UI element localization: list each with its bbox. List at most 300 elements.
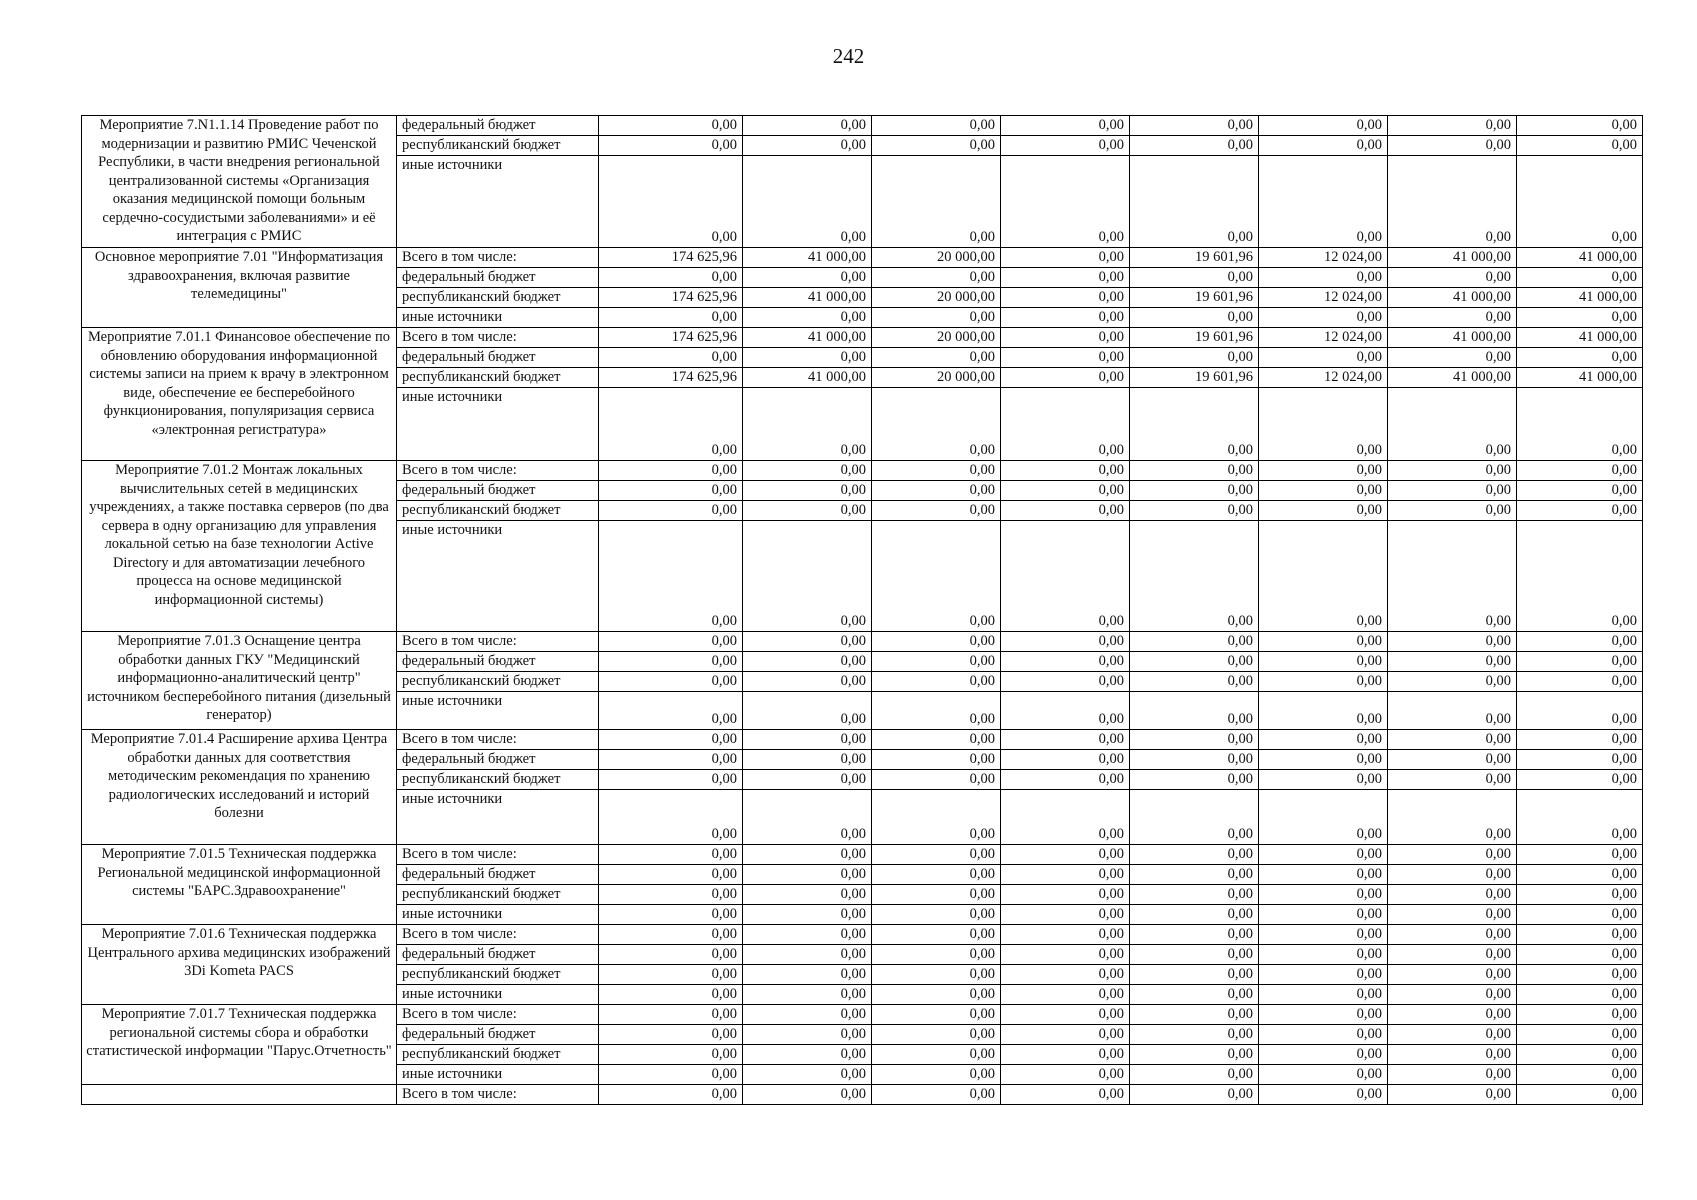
funding-source: республиканский бюджет: [397, 288, 599, 308]
amount-cell: 0,00: [1130, 945, 1259, 965]
amount-cell: 0,00: [1388, 925, 1517, 945]
amount-cell: 0,00: [1001, 136, 1130, 156]
amount-cell: 0,00: [1259, 885, 1388, 905]
amount-cell: 0,00: [1001, 770, 1130, 790]
amount-cell: 0,00: [872, 985, 1001, 1005]
amount-cell: 0,00: [743, 672, 872, 692]
amount-cell: 0,00: [872, 388, 1001, 461]
amount-cell: 0,00: [743, 965, 872, 985]
amount-cell: 0,00: [743, 156, 872, 248]
table-row: [82, 632, 1643, 652]
funding-source: иные источники: [397, 521, 599, 632]
amount-cell: 0,00: [872, 116, 1001, 136]
amount-cell: 0,00: [1130, 461, 1259, 481]
amount-cell: 0,00: [1001, 632, 1130, 652]
amount-cell: 0,00: [1388, 692, 1517, 730]
table-row: [82, 116, 1643, 136]
amount-cell: 0,00: [599, 730, 743, 750]
amount-cell: 0,00: [1259, 672, 1388, 692]
amount-cell: 174 625,96: [599, 248, 743, 268]
amount-cell: 0,00: [599, 348, 743, 368]
amount-cell: 0,00: [1130, 750, 1259, 770]
amount-cell: 0,00: [872, 945, 1001, 965]
amount-cell: 0,00: [599, 770, 743, 790]
amount-cell: 0,00: [872, 268, 1001, 288]
amount-cell: 0,00: [1001, 1025, 1130, 1045]
amount-cell: 41 000,00: [743, 368, 872, 388]
amount-cell: 0,00: [1130, 965, 1259, 985]
measure-title: Мероприятие 7.N1.1.14 Проведение работ по модернизации и развитию РМИС Чеченской Республики, в части внедрения региональной централизованной системы «Организация оказания медицинской помощи больным сердечно-сосудистыми заболеваниями» и её интеграция с РМИС: [82, 116, 397, 248]
amount-cell: 0,00: [743, 845, 872, 865]
amount-cell: 0,00: [1388, 388, 1517, 461]
amount-cell: 0,00: [1517, 156, 1643, 248]
amount-cell: 0,00: [1517, 136, 1643, 156]
amount-cell: 0,00: [1001, 1085, 1130, 1105]
amount-cell: 0,00: [1388, 845, 1517, 865]
amount-cell: 0,00: [1517, 348, 1643, 368]
amount-cell: 0,00: [743, 885, 872, 905]
amount-cell: 0,00: [1517, 790, 1643, 845]
amount-cell: 0,00: [1001, 521, 1130, 632]
amount-cell: 41 000,00: [1517, 288, 1643, 308]
amount-cell: 0,00: [743, 1045, 872, 1065]
amount-cell: 0,00: [1517, 308, 1643, 328]
amount-cell: 0,00: [743, 268, 872, 288]
amount-cell: 0,00: [743, 481, 872, 501]
amount-cell: 0,00: [599, 308, 743, 328]
amount-cell: 0,00: [599, 461, 743, 481]
amount-cell: 0,00: [599, 481, 743, 501]
measure-title: Мероприятие 7.01.3 Оснащение центра обработки данных ГКУ "Медицинский информационно-аналитический центр" источником бесперебойного питания (дизельный генератор): [82, 632, 397, 730]
amount-cell: 0,00: [1517, 388, 1643, 461]
amount-cell: 0,00: [1517, 885, 1643, 905]
amount-cell: 0,00: [1130, 156, 1259, 248]
amount-cell: 0,00: [599, 1025, 743, 1045]
amount-cell: 0,00: [743, 1065, 872, 1085]
amount-cell: 0,00: [1001, 481, 1130, 501]
amount-cell: 0,00: [1388, 750, 1517, 770]
amount-cell: 0,00: [1517, 501, 1643, 521]
amount-cell: 0,00: [1517, 1085, 1643, 1105]
amount-cell: 41 000,00: [1517, 368, 1643, 388]
amount-cell: 0,00: [872, 730, 1001, 750]
amount-cell: 0,00: [599, 521, 743, 632]
amount-cell: 0,00: [1001, 501, 1130, 521]
funding-source: иные источники: [397, 985, 599, 1005]
amount-cell: 0,00: [872, 750, 1001, 770]
amount-cell: 0,00: [1388, 1025, 1517, 1045]
amount-cell: 0,00: [1259, 770, 1388, 790]
funding-source: иные источники: [397, 388, 599, 461]
amount-cell: 0,00: [599, 672, 743, 692]
amount-cell: 0,00: [1259, 790, 1388, 845]
amount-cell: 0,00: [1001, 750, 1130, 770]
amount-cell: 0,00: [1001, 865, 1130, 885]
amount-cell: 0,00: [743, 905, 872, 925]
amount-cell: 0,00: [1130, 845, 1259, 865]
amount-cell: 0,00: [872, 845, 1001, 865]
amount-cell: 0,00: [1388, 945, 1517, 965]
amount-cell: 19 601,96: [1130, 328, 1259, 348]
funding-source: федеральный бюджет: [397, 116, 599, 136]
amount-cell: 0,00: [1001, 905, 1130, 925]
amount-cell: 0,00: [1517, 461, 1643, 481]
amount-cell: 0,00: [872, 790, 1001, 845]
funding-source: иные источники: [397, 156, 599, 248]
amount-cell: 0,00: [1388, 1085, 1517, 1105]
amount-cell: 0,00: [743, 790, 872, 845]
amount-cell: 0,00: [743, 925, 872, 945]
amount-cell: 0,00: [1130, 1025, 1259, 1045]
amount-cell: 0,00: [1130, 348, 1259, 368]
amount-cell: 0,00: [1388, 965, 1517, 985]
table-row: [82, 248, 1643, 268]
funding-source: республиканский бюджет: [397, 770, 599, 790]
amount-cell: 0,00: [1001, 116, 1130, 136]
funding-source: иные источники: [397, 1065, 599, 1085]
amount-cell: 174 625,96: [599, 288, 743, 308]
funding-source: Всего в том числе:: [397, 1005, 599, 1025]
amount-cell: 0,00: [872, 1025, 1001, 1045]
table-row: [82, 925, 1643, 945]
measure-title: Мероприятие 7.01.5 Техническая поддержка Региональной медицинской информационной системы "БАРС.Здравоохранение": [82, 845, 397, 925]
amount-cell: 0,00: [743, 136, 872, 156]
amount-cell: 0,00: [1130, 308, 1259, 328]
amount-cell: 0,00: [1130, 136, 1259, 156]
funding-source: федеральный бюджет: [397, 481, 599, 501]
table-row: [82, 328, 1643, 348]
amount-cell: 41 000,00: [1388, 368, 1517, 388]
amount-cell: 0,00: [1517, 865, 1643, 885]
amount-cell: 0,00: [1388, 632, 1517, 652]
funding-source: иные источники: [397, 308, 599, 328]
amount-cell: 0,00: [743, 652, 872, 672]
amount-cell: 0,00: [599, 1005, 743, 1025]
amount-cell: 19 601,96: [1130, 368, 1259, 388]
amount-cell: 0,00: [1517, 652, 1643, 672]
amount-cell: 0,00: [1259, 652, 1388, 672]
amount-cell: 0,00: [1001, 248, 1130, 268]
amount-cell: 0,00: [743, 985, 872, 1005]
amount-cell: 0,00: [872, 1045, 1001, 1065]
funding-source: Всего в том числе:: [397, 632, 599, 652]
funding-source: Всего в том числе:: [397, 328, 599, 348]
amount-cell: 0,00: [1388, 308, 1517, 328]
amount-cell: 0,00: [872, 905, 1001, 925]
amount-cell: 0,00: [1388, 348, 1517, 368]
table-row: [82, 845, 1643, 865]
amount-cell: 0,00: [1001, 730, 1130, 750]
amount-cell: 41 000,00: [743, 288, 872, 308]
table-row: [82, 1005, 1643, 1025]
amount-cell: 0,00: [1259, 116, 1388, 136]
amount-cell: 0,00: [1388, 1065, 1517, 1085]
amount-cell: 0,00: [1517, 730, 1643, 750]
funding-source: иные источники: [397, 905, 599, 925]
amount-cell: 20 000,00: [872, 328, 1001, 348]
amount-cell: 0,00: [1517, 945, 1643, 965]
amount-cell: 0,00: [743, 1025, 872, 1045]
amount-cell: 0,00: [1517, 750, 1643, 770]
amount-cell: 20 000,00: [872, 288, 1001, 308]
amount-cell: 0,00: [599, 692, 743, 730]
amount-cell: 0,00: [872, 865, 1001, 885]
funding-source: Всего в том числе:: [397, 730, 599, 750]
funding-source: республиканский бюджет: [397, 965, 599, 985]
amount-cell: 0,00: [1388, 885, 1517, 905]
amount-cell: 0,00: [1001, 348, 1130, 368]
amount-cell: 0,00: [1517, 1025, 1643, 1045]
amount-cell: 0,00: [1130, 692, 1259, 730]
amount-cell: 20 000,00: [872, 368, 1001, 388]
measure-title: Мероприятие 7.01.7 Техническая поддержка региональной системы сбора и обработки статистической информации "Парус.Отчетность": [82, 1005, 397, 1085]
amount-cell: 0,00: [1259, 985, 1388, 1005]
measure-title: Мероприятие 7.01.2 Монтаж локальных вычислительных сетей в медицинских учреждениях, а также поставка серверов (по два сервера в одну организацию для управления локальной сетью на базе технологии Active Directory и для автоматизации лечебного процесса на основе медицинской информационной системы): [82, 461, 397, 632]
amount-cell: 0,00: [1388, 136, 1517, 156]
amount-cell: 0,00: [1259, 1065, 1388, 1085]
amount-cell: 0,00: [1517, 905, 1643, 925]
amount-cell: 0,00: [1259, 1005, 1388, 1025]
amount-cell: 0,00: [1517, 116, 1643, 136]
amount-cell: 0,00: [1388, 770, 1517, 790]
funding-source: федеральный бюджет: [397, 750, 599, 770]
amount-cell: 0,00: [1001, 985, 1130, 1005]
amount-cell: 0,00: [1517, 692, 1643, 730]
amount-cell: 0,00: [1001, 885, 1130, 905]
funding-source: республиканский бюджет: [397, 885, 599, 905]
funding-source: республиканский бюджет: [397, 672, 599, 692]
amount-cell: 0,00: [1388, 1045, 1517, 1065]
amount-cell: 0,00: [1130, 501, 1259, 521]
amount-cell: 0,00: [599, 965, 743, 985]
amount-cell: 0,00: [1130, 885, 1259, 905]
amount-cell: 0,00: [599, 925, 743, 945]
funding-source: федеральный бюджет: [397, 268, 599, 288]
amount-cell: 0,00: [1259, 461, 1388, 481]
amount-cell: 0,00: [872, 965, 1001, 985]
amount-cell: 0,00: [1517, 1005, 1643, 1025]
amount-cell: 0,00: [743, 461, 872, 481]
amount-cell: 0,00: [743, 348, 872, 368]
amount-cell: 0,00: [1388, 730, 1517, 750]
amount-cell: 0,00: [872, 156, 1001, 248]
amount-cell: 0,00: [599, 652, 743, 672]
amount-cell: 0,00: [743, 945, 872, 965]
amount-cell: 0,00: [1130, 985, 1259, 1005]
amount-cell: 0,00: [1130, 632, 1259, 652]
page-number: 242: [832, 44, 865, 68]
funding-source: Всего в том числе:: [397, 461, 599, 481]
amount-cell: 0,00: [743, 692, 872, 730]
funding-source: иные источники: [397, 790, 599, 845]
amount-cell: 0,00: [1001, 1045, 1130, 1065]
amount-cell: 0,00: [1001, 925, 1130, 945]
amount-cell: 0,00: [1001, 1005, 1130, 1025]
amount-cell: 0,00: [1388, 461, 1517, 481]
amount-cell: 0,00: [1259, 632, 1388, 652]
amount-cell: 0,00: [1001, 790, 1130, 845]
amount-cell: 0,00: [1388, 790, 1517, 845]
amount-cell: 0,00: [1130, 481, 1259, 501]
table-row: [82, 461, 1643, 481]
amount-cell: 0,00: [1130, 652, 1259, 672]
amount-cell: 0,00: [1259, 925, 1388, 945]
amount-cell: 0,00: [1517, 672, 1643, 692]
amount-cell: 174 625,96: [599, 368, 743, 388]
funding-source: республиканский бюджет: [397, 501, 599, 521]
amount-cell: 0,00: [1259, 521, 1388, 632]
amount-cell: 0,00: [743, 388, 872, 461]
amount-cell: 0,00: [1001, 945, 1130, 965]
amount-cell: 174 625,96: [599, 328, 743, 348]
funding-source: республиканский бюджет: [397, 1045, 599, 1065]
amount-cell: 0,00: [1259, 501, 1388, 521]
amount-cell: 19 601,96: [1130, 288, 1259, 308]
amount-cell: 0,00: [872, 1065, 1001, 1085]
amount-cell: 0,00: [1130, 1045, 1259, 1065]
amount-cell: 41 000,00: [1388, 328, 1517, 348]
amount-cell: 0,00: [1388, 652, 1517, 672]
amount-cell: 0,00: [1259, 965, 1388, 985]
amount-cell: 0,00: [599, 268, 743, 288]
amount-cell: 0,00: [599, 945, 743, 965]
amount-cell: 12 024,00: [1259, 368, 1388, 388]
amount-cell: 0,00: [599, 1045, 743, 1065]
amount-cell: 0,00: [1001, 308, 1130, 328]
funding-source: Всего в том числе:: [397, 845, 599, 865]
amount-cell: 0,00: [1517, 770, 1643, 790]
amount-cell: 0,00: [872, 692, 1001, 730]
funding-source: федеральный бюджет: [397, 348, 599, 368]
amount-cell: 0,00: [1259, 750, 1388, 770]
measure-title: Мероприятие 7.01.6 Техническая поддержка Центрального архива медицинских изображений 3Di Kometa PACS: [82, 925, 397, 1005]
amount-cell: 0,00: [743, 501, 872, 521]
amount-cell: 0,00: [1388, 865, 1517, 885]
amount-cell: 0,00: [872, 885, 1001, 905]
funding-source: федеральный бюджет: [397, 652, 599, 672]
amount-cell: 0,00: [872, 1085, 1001, 1105]
amount-cell: 0,00: [1259, 388, 1388, 461]
funding-source: республиканский бюджет: [397, 368, 599, 388]
amount-cell: 0,00: [1130, 770, 1259, 790]
amount-cell: 0,00: [1130, 790, 1259, 845]
amount-cell: 0,00: [872, 632, 1001, 652]
amount-cell: 0,00: [1388, 481, 1517, 501]
amount-cell: 0,00: [1259, 905, 1388, 925]
amount-cell: 0,00: [1259, 1045, 1388, 1065]
amount-cell: 0,00: [1259, 268, 1388, 288]
amount-cell: 0,00: [1388, 905, 1517, 925]
amount-cell: 0,00: [1517, 925, 1643, 945]
amount-cell: 0,00: [1388, 501, 1517, 521]
amount-cell: 0,00: [599, 985, 743, 1005]
amount-cell: 0,00: [599, 156, 743, 248]
amount-cell: 0,00: [1259, 692, 1388, 730]
amount-cell: 0,00: [1001, 845, 1130, 865]
amount-cell: 0,00: [1388, 116, 1517, 136]
amount-cell: 0,00: [1130, 388, 1259, 461]
amount-cell: 0,00: [872, 481, 1001, 501]
amount-cell: 0,00: [743, 750, 872, 770]
amount-cell: 0,00: [743, 770, 872, 790]
amount-cell: 0,00: [1130, 865, 1259, 885]
amount-cell: 0,00: [599, 905, 743, 925]
amount-cell: 41 000,00: [743, 248, 872, 268]
amount-cell: 0,00: [1130, 1085, 1259, 1105]
amount-cell: 0,00: [1001, 268, 1130, 288]
amount-cell: 0,00: [743, 521, 872, 632]
amount-cell: 0,00: [1517, 632, 1643, 652]
amount-cell: 0,00: [1517, 1045, 1643, 1065]
amount-cell: 0,00: [1259, 1085, 1388, 1105]
amount-cell: 0,00: [743, 116, 872, 136]
table-row: [82, 1085, 1643, 1105]
amount-cell: 0,00: [1130, 116, 1259, 136]
amount-cell: 0,00: [1130, 672, 1259, 692]
amount-cell: 0,00: [1130, 925, 1259, 945]
amount-cell: 0,00: [743, 308, 872, 328]
amount-cell: 0,00: [1259, 730, 1388, 750]
amount-cell: 0,00: [1388, 672, 1517, 692]
amount-cell: 0,00: [872, 521, 1001, 632]
amount-cell: 19 601,96: [1130, 248, 1259, 268]
amount-cell: 0,00: [1259, 1025, 1388, 1045]
amount-cell: 41 000,00: [1517, 328, 1643, 348]
amount-cell: 0,00: [599, 136, 743, 156]
amount-cell: 0,00: [1001, 156, 1130, 248]
funding-source: федеральный бюджет: [397, 945, 599, 965]
amount-cell: 0,00: [1130, 1005, 1259, 1025]
amount-cell: 0,00: [743, 730, 872, 750]
amount-cell: 0,00: [872, 461, 1001, 481]
amount-cell: 0,00: [599, 1085, 743, 1105]
amount-cell: 0,00: [1130, 268, 1259, 288]
amount-cell: 0,00: [872, 1005, 1001, 1025]
funding-source: иные источники: [397, 692, 599, 730]
amount-cell: 0,00: [1001, 368, 1130, 388]
amount-cell: 0,00: [872, 501, 1001, 521]
amount-cell: 0,00: [599, 116, 743, 136]
amount-cell: 0,00: [1259, 308, 1388, 328]
amount-cell: 0,00: [872, 925, 1001, 945]
amount-cell: 12 024,00: [1259, 248, 1388, 268]
amount-cell: 0,00: [872, 652, 1001, 672]
funding-source: Всего в том числе:: [397, 925, 599, 945]
amount-cell: 0,00: [1001, 388, 1130, 461]
amount-cell: 0,00: [1388, 985, 1517, 1005]
funding-source: Всего в том числе:: [397, 1085, 599, 1105]
budget-table: [81, 115, 1643, 1105]
amount-cell: 0,00: [743, 1005, 872, 1025]
amount-cell: 12 024,00: [1259, 328, 1388, 348]
amount-cell: 0,00: [599, 845, 743, 865]
amount-cell: 0,00: [1517, 1065, 1643, 1085]
amount-cell: 0,00: [1517, 985, 1643, 1005]
funding-source: Всего в том числе:: [397, 248, 599, 268]
amount-cell: 12 024,00: [1259, 288, 1388, 308]
amount-cell: 0,00: [1517, 965, 1643, 985]
amount-cell: 0,00: [872, 136, 1001, 156]
amount-cell: 0,00: [1259, 481, 1388, 501]
amount-cell: 0,00: [599, 865, 743, 885]
amount-cell: 0,00: [1001, 692, 1130, 730]
amount-cell: 0,00: [1259, 136, 1388, 156]
amount-cell: 0,00: [599, 388, 743, 461]
amount-cell: 0,00: [1130, 521, 1259, 632]
amount-cell: 0,00: [1259, 945, 1388, 965]
amount-cell: 0,00: [1259, 348, 1388, 368]
amount-cell: 0,00: [599, 790, 743, 845]
